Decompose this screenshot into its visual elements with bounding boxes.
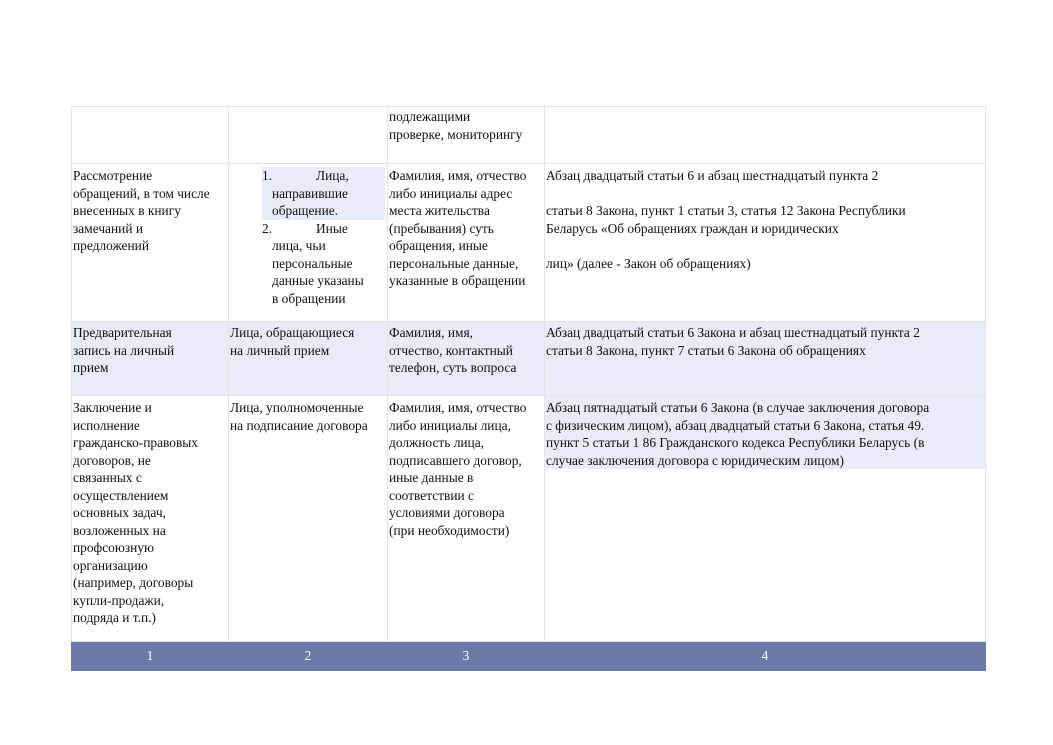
cell-line: соответствии с	[389, 487, 474, 503]
column-number-row	[72, 642, 986, 671]
cell-line: Предварительная	[73, 325, 172, 340]
cell-line: указанные в обращении	[389, 273, 526, 288]
cell-line: Абзац пятнадцатый статьи 6 Закона (в случае заключения договора	[546, 400, 930, 415]
cell-line: внесенных в книгу	[73, 203, 181, 218]
list-text: в обращении	[272, 290, 346, 306]
cell-line: Беларусь «Об обращениях граждан и юридических	[546, 220, 839, 236]
cell-line: исполнение	[73, 417, 140, 433]
column-number: 4	[545, 642, 986, 671]
list-item-1	[262, 167, 385, 220]
cell-line: возложенных на	[73, 522, 166, 538]
cell-line: подлежащими	[389, 109, 471, 124]
cell-legal-basis	[545, 164, 986, 322]
cell-data-list	[388, 396, 545, 642]
table-row	[72, 322, 986, 396]
cell-line: должность лица,	[389, 435, 485, 450]
cell-line: Лица, уполномоченные	[230, 400, 364, 415]
list-text: Лица,	[316, 168, 349, 183]
cell-line: пункт 5 статьи 1 86 Гражданского кодекса Республики Беларусь (в	[546, 435, 925, 450]
cell-line: осуществлением	[73, 487, 169, 503]
table-row	[72, 396, 986, 642]
cell-line: связанных с	[73, 470, 142, 485]
cell-line: обращения, иные	[389, 238, 488, 253]
cell-line: (пребывания) суть	[389, 220, 494, 236]
cell-line: Фамилия, имя, отчество	[389, 400, 527, 415]
cell-line: на личный прием	[230, 342, 330, 358]
cell-line: (например, договоры	[73, 575, 194, 590]
cell-line: статьи 8 Закона, пункт 7 статьи 6 Закона об обращениях	[546, 342, 866, 358]
cell-processing-name	[72, 396, 229, 642]
cell-line: купли-продажи,	[73, 592, 165, 608]
cell-line: с физическим лицом), абзац двадцатый статьи 6 Закона, статья 49.	[546, 417, 925, 433]
cell-line: Заключение и	[73, 400, 152, 415]
list-text: персональные	[272, 255, 353, 271]
cell-line: подписавшего договор,	[389, 452, 522, 468]
cell-subjects	[229, 396, 388, 642]
cell-data-list	[388, 322, 545, 396]
cell-line: на подписание договора	[230, 417, 368, 433]
cell-line: основных задач,	[73, 505, 166, 520]
cell-line: подряда и т.п.)	[73, 610, 156, 625]
cell-line: места жительства	[389, 203, 490, 218]
column-number: 2	[229, 642, 388, 671]
cell-line: запись на личный	[73, 342, 175, 358]
cell-subjects	[229, 322, 388, 396]
cell	[229, 107, 388, 164]
cell	[545, 107, 986, 164]
cell-line: персональные данные,	[389, 255, 519, 271]
cell-line: Лица, обращающиеся	[230, 325, 355, 340]
cell-line: проверке, мониторингу	[389, 126, 523, 142]
cell-line: замечаний и	[73, 220, 144, 236]
list-text: направившие	[272, 185, 348, 201]
cell-line: гражданско-правовых	[73, 435, 198, 450]
list-item-2	[262, 220, 385, 308]
table-row	[72, 107, 986, 164]
cell	[388, 107, 545, 164]
personal-data-table	[71, 106, 986, 671]
cell-line: телефон, суть вопроса	[389, 360, 517, 375]
cell-line: предложений	[73, 238, 150, 253]
cell-line: (при необходимости)	[389, 522, 510, 538]
cell-line: Фамилия, имя, отчество	[389, 168, 527, 183]
cell-processing-name	[72, 322, 229, 396]
cell-line: статьи 8 Закона, пункт 1 статьи 3, статья 12 Закона Республики	[546, 203, 906, 218]
list-text: Иные	[316, 220, 348, 236]
cell-subjects-list	[229, 164, 388, 322]
cell-processing-name	[72, 164, 229, 322]
cell-line: либо инициалы лица,	[389, 417, 511, 433]
cell-line: прием	[73, 360, 109, 375]
cell-line: случае заключения договора с юридическим лицом)	[546, 452, 844, 468]
cell-line: договоров, не	[73, 452, 151, 468]
list-number: 2.	[262, 220, 273, 236]
cell-legal-basis	[545, 322, 986, 396]
cell-line: иные данные в	[389, 470, 474, 485]
cell-line: обращений, в том числе	[73, 185, 210, 201]
cell-line: Абзац двадцатый статьи 6 и абзац шестнадцатый пункта 2	[546, 168, 879, 183]
cell-legal-basis	[545, 396, 986, 642]
list-number: 1.	[262, 168, 273, 183]
cell-data-list	[388, 164, 545, 322]
cell-line: либо инициалы адрес	[389, 185, 513, 201]
list-text: обращение.	[272, 203, 339, 218]
cell-line: Абзац двадцатый статьи 6 Закона и абзац шестнадцатый пункта 2	[546, 325, 920, 340]
cell	[72, 107, 229, 164]
cell-line: условиями договора	[389, 505, 505, 520]
cell-line: Рассмотрение	[73, 168, 153, 183]
cell-line: Фамилия, имя,	[389, 325, 474, 340]
cell-line: лиц» (далее - Закон об обращениях)	[546, 255, 751, 271]
table-row	[72, 164, 986, 322]
list-text: данные указаны	[272, 273, 364, 288]
list-text: лица, чьи	[272, 238, 326, 253]
cell-line: профсоюзную	[73, 540, 155, 555]
cell-line: отчество, контактный	[389, 342, 513, 358]
column-number: 3	[388, 642, 545, 671]
column-number: 1	[72, 642, 229, 671]
cell-line: организацию	[73, 557, 148, 573]
